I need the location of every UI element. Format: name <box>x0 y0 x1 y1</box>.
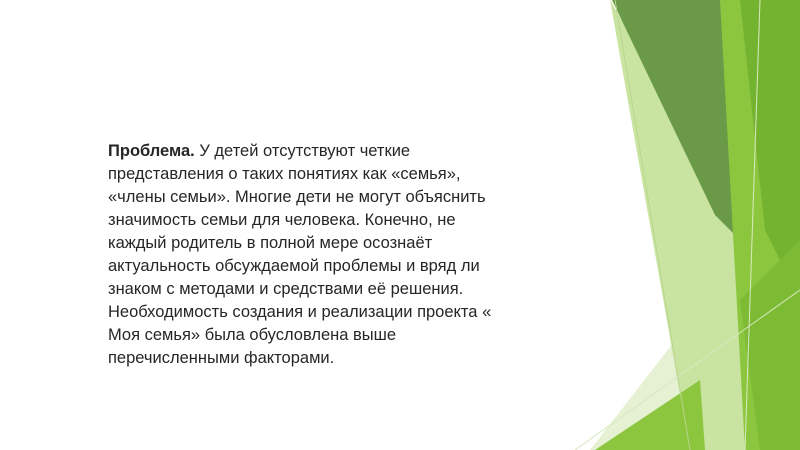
paragraph-line-9: Моя семья» была обусловлена выше <box>108 326 397 344</box>
problem-label: Проблема. <box>108 142 195 160</box>
paragraph-line-2: представления о таких понятиях как «семья», <box>108 165 461 183</box>
paragraph-line-5: каждый родитель в полной мере осознаёт <box>108 234 433 252</box>
paragraph-line-10: перечисленными факторами. <box>108 349 335 367</box>
line-1-text: У детей отсутствуют четкие <box>194 142 411 160</box>
paragraph-line-7: знаком с методами и средствами её решения. <box>108 280 464 298</box>
paragraph-line-6: актуальность обсуждаемой проблемы и вряд ли <box>108 257 480 275</box>
paragraph-line-8: Необходимость создания и реализации проекта « <box>108 303 492 321</box>
problem-paragraph <box>108 140 578 370</box>
paragraph-line-3: «члены семьи». Многие дети не могут объяснить <box>108 188 486 206</box>
paragraph-line-4: значимость семьи для человека. Конечно, не <box>108 211 456 229</box>
paragraph-line-1 <box>108 140 578 163</box>
